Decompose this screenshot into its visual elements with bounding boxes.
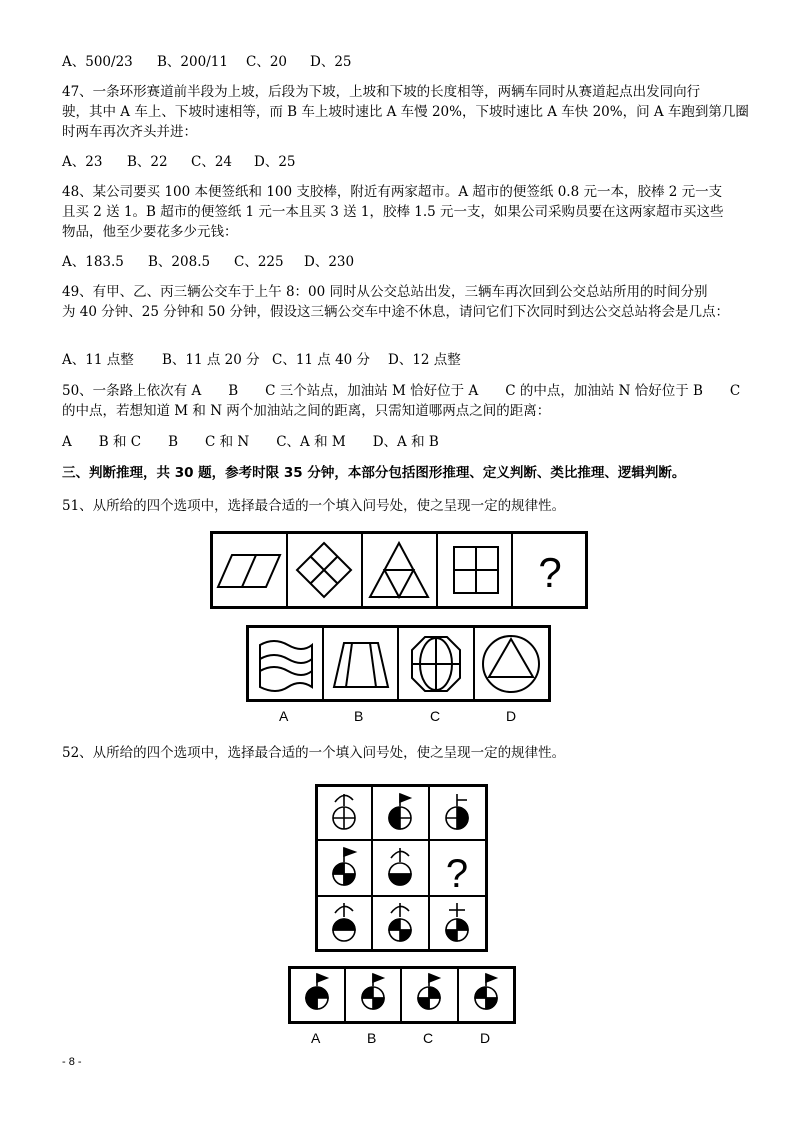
q48-line-3: 物品，他至少要花多少元钱： (62, 224, 238, 240)
q52-cell-r3c2 (389, 903, 411, 941)
q52-option-label-a: A (311, 1030, 321, 1046)
q51-option-c-figure (412, 637, 460, 691)
q51-triangle-figure (370, 543, 428, 597)
q51-diamond-figure (297, 543, 351, 597)
q49-option-b: B、11 点 20 分 (162, 352, 260, 368)
q51-square-figure (454, 547, 498, 593)
q51-option-d-figure (483, 636, 539, 692)
q52-option-c-figure (418, 974, 440, 1009)
q52-option-d-figure (475, 974, 497, 1009)
q51-option-b-figure (334, 643, 388, 687)
q52-question-grid (315, 784, 489, 952)
q52-cell-r1c1 (333, 794, 355, 829)
q52-option-a-figure (306, 974, 328, 1009)
q47-option-d: D、25 (254, 154, 296, 170)
q47-option-b: B、22 (127, 154, 168, 170)
q52-option-label-b: B (367, 1030, 377, 1046)
q47-line-2: 驶，其中 A 车上、下坡时速相等，而 B 车上坡时速比 A 车慢 20%，下坡时速比 A 车快 20%，问 A 车跑到第几圈 (62, 104, 749, 120)
q52-option-b-figure (362, 974, 384, 1009)
q52-cell-r1c3 (446, 794, 468, 829)
q50-line-2: 的中点，若想知道 M 和 N 两个加油站之间的距离，只需知道哪两点之间的距离： (62, 403, 551, 419)
q49-line-2: 为 40 分钟、25 分钟和 50 分钟，假设这三辆公交车中途不休息，请问它们下次同时到达公交总站将会是几点： (62, 304, 729, 320)
q46-option-c: C、20 (246, 54, 288, 70)
q52-cell-r2c1 (333, 848, 355, 885)
q52-option-label-c: C (423, 1030, 434, 1046)
q48-option-d: D、230 (304, 254, 355, 270)
q51-parallelogram-figure (218, 555, 280, 587)
q49-option-a: A、11 点整 (62, 352, 134, 368)
q47-line-1: 47、一条环形赛道前半段为上坡，后段为下坡，上坡和下坡的长度相等，两辆车同时从赛道起点出发同向行 (62, 84, 701, 100)
q52-cell-r2c2 (389, 848, 411, 885)
q48-option-b: B、208.5 (148, 254, 211, 270)
q51-option-label-b: B (354, 708, 364, 724)
q51-question-figure (210, 531, 590, 611)
q52-cell-r1c2 (389, 794, 411, 829)
page-number: - 8 - (62, 1056, 82, 1068)
q51-text: 51、从所给的四个选项中，选择最合适的一个填入问号处，使之呈现一定的规律性。 (62, 498, 566, 514)
q47-line-3: 时两车再次齐头并进： (62, 124, 197, 140)
q49-option-d: D、12 点整 (388, 352, 461, 368)
q52-option-label-d: D (480, 1030, 491, 1046)
q49-option-c: C、11 点 40 分 (272, 352, 371, 368)
q52-options-figure (288, 966, 516, 1024)
q52-text: 52、从所给的四个选项中，选择最合适的一个填入问号处，使之呈现一定的规律性。 (62, 745, 566, 761)
q48-line-2: 且买 2 送 1。B 超市的便签纸 1 元一本且买 3 送 1，胶棒 1.5 元一支，如果公司采购员要在这两家超市买这些 (62, 204, 724, 220)
q48-option-a: A、183.5 (62, 254, 124, 270)
q51-option-label-c: C (430, 708, 441, 724)
q46-option-a: A、500/23 (62, 54, 133, 70)
q52-question-mark: ? (445, 852, 469, 896)
q51-options-figure (246, 625, 551, 703)
q49-line-1: 49、有甲、乙、丙三辆公交车于上午 8：00 同时从公交总站出发，三辆车再次回到公交总站所用的时间分别 (62, 284, 708, 300)
q51-option-label-a: A (279, 708, 289, 724)
q51-option-label-d: D (506, 708, 517, 724)
q48-line-1: 48、某公司要买 100 本便签纸和 100 支胶棒，附近有两家超市。A 超市的便签纸 0.8 元一本，胶棒 2 元一支 (62, 184, 723, 200)
q50-line-1: 50、一条路上依次有 A B C 三个站点，加油站 M 恰好位于 A C 的中点，加油站 N 恰好位于 B C (62, 383, 741, 399)
q50-options: A B 和 C B C 和 N C、A 和 M D、A 和 B (62, 434, 439, 450)
q48-option-c: C、225 (234, 254, 284, 270)
q52-cell-r3c1 (333, 903, 355, 941)
q46-option-d: D、25 (310, 54, 352, 70)
q47-option-c: C、24 (191, 154, 233, 170)
q47-option-a: A、23 (62, 154, 103, 170)
section-3-heading: 三、判断推理，共 30 题，参考时限 35 分钟，本部分包括图形推理、定义判断、类比推理、逻辑判断。 (62, 465, 686, 481)
q52-cell-r3c3 (446, 903, 468, 941)
q51-question-mark: ? (538, 549, 562, 596)
q46-option-b: B、200/11 (157, 54, 228, 70)
q51-option-a-figure (260, 641, 312, 691)
